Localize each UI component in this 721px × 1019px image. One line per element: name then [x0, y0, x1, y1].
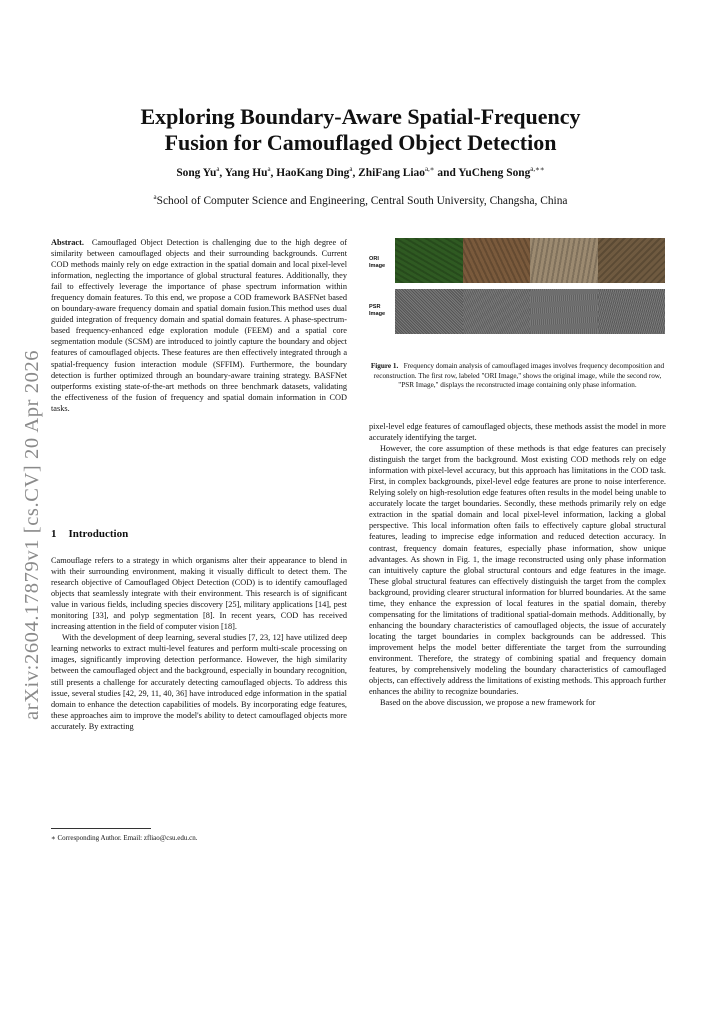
author-name: HaoKang Ding	[276, 166, 350, 179]
footnote-rule	[51, 828, 151, 829]
paper-title	[60, 104, 661, 156]
psr-image-tile	[395, 289, 463, 334]
figure-row-ori	[369, 238, 666, 283]
right-paragraph-1: pixel-level edge features of camouflaged objects, these methods assist the model in more accurately identifying the target.	[369, 422, 666, 443]
author-affiliation-marker: a	[216, 165, 220, 173]
affiliation-text: School of Computer Science and Engineering, Central South University, Changsha, China	[156, 194, 568, 207]
row-label-psr-text: PSR Image	[369, 304, 386, 317]
ori-image-tile	[530, 238, 598, 283]
author-affiliation-marker: a	[267, 165, 271, 173]
affiliation-marker: a	[153, 193, 157, 201]
psr-image-tile	[598, 289, 666, 334]
psr-image-tile	[463, 289, 531, 334]
introduction-body	[51, 555, 347, 732]
title-line-2: Fusion for Camouflaged Object Detection	[164, 130, 557, 155]
row-label-ori	[369, 256, 391, 270]
ori-image-tile	[463, 238, 531, 283]
abstract	[51, 237, 347, 414]
footnote: ∗ Corresponding Author. Email: zfliao@csu.edu.cn.	[51, 834, 198, 842]
section-heading-introduction	[51, 528, 128, 540]
right-paragraph-2: However, the core assumption of these methods is that edge features can precisely distinguish the target from the background. Most existing COD methods rely on edge information with pixel-level accuracy, but this approach has limitations in the COD task. First, in complex backgrounds, pixel-level edge features are prone to noise interference. Relying solely on high-resolution edge features often results in the model being unable to accurately locate the target boundaries. Secondly, these methods primarily rely on edge extraction in the spatial domain and local pixel-level information, lacking a global perspective. This local information often fails to effectively capture global structural features, leading to imprecise edge information and reduced detection accuracy. In contrast, frequency domain features, especially phase information, show unique advantages. As shown in Fig. 1, the image reconstructed using only phase information can intuitively capture the global structural contours and edge features in the image. These global structural features can effectively distinguish the target from the complex background, providing clearer structural information for blurred boundaries. At the same time, they enhance the expression of local features in the spatial domain, thereby compensating for the limitations of traditional spatial-domain methods. Additionally, by enhancing the boundary characteristics of camouflaged objects, the issue of accurately locating the target boundaries in complex backgrounds can be addressed. This improvement helps the model better differentiate the target from the surrounding environment. Therefore, the strategy of combining spatial and frequency domain features, by comprehensively modeling the boundary characteristics of camouflaged objects, can effectively address the limitations of existing methods. This approach further enhances the ability to recognize boundaries.	[369, 444, 667, 697]
section-number: 1	[51, 528, 57, 540]
author-name: ZhiFang Liao	[358, 166, 425, 179]
author-affiliation-marker: a,∗∗	[530, 165, 545, 173]
right-column-body	[369, 421, 666, 708]
author-name: Yang Hu	[224, 166, 268, 179]
figure-caption-label: Figure 1.	[370, 362, 399, 370]
author-name: Song Yu	[176, 166, 217, 179]
author-list: Song Yu$^a$, Yang Hu$^a$, HaoKang Ding$^a$, ZhiFang Liao$^{a,∗}$ and YuCheng Song$^{a,∗∗}$	[176, 165, 545, 179]
ori-image-tile	[598, 238, 666, 283]
title-line-1: Exploring Boundary-Aware Spatial-Frequency	[140, 104, 581, 129]
row-label-ori-text: ORI Image	[369, 256, 386, 269]
row-label-psr	[369, 304, 391, 318]
ori-image-strip	[395, 238, 665, 283]
intro-paragraph-2: With the development of deep learning, several studies [7, 23, 12] have utilized deep learning networks to extract multi-level features and perform multi-scale processing on images, significantly improving detection performance. However, the high similarity between the camouflaged object and the background, especially in boundary recognition, still presents a challenge for accurately detecting camouflaged objects. To address this issue, several studies [42, 29, 11, 40, 36] have introduced edge information in the spatial domain to enhance the detection capabilities of models. By incorporating edge features, these approaches aim to improve the model's ability to detect camouflaged objects more accurately. By extracting	[51, 633, 347, 731]
ori-image-tile	[395, 238, 463, 283]
author-affiliation-marker: a,∗	[424, 165, 435, 173]
abstract-text: Camouflaged Object Detection is challenging due to the high degree of similarity between camouflaged objects and their surrounding backgrounds. Current COD methods mainly rely on edge extraction in the spatial domain and local pixel-level information, neglecting the importance of global structural features. Additionally, they fail to effectively leverage the importance of phase spectrum information within frequency domain features. To this end, we propose a COD framework BASFNet based on boundary-aware frequency domain and spatial domain fusion.This method uses dual guided integration of frequency domain and spatial domain features. A phase-spectrum-based frequency-enhanced edge exploration module (FEEM) and a spatial core segmentation module (SCSM) are introduced to jointly capture the boundary and object features of camouflaged objects. These features are then effectively integrated through a spatial-frequency fusion interaction module (SFFIM). Furthermore, the boundary detection is further optimized through an boundary-aware training strategy. BASFNet outperforms existing state-of-the-art methods on three benchmark datasets, validating the effectiveness of the fusion of frequency and spatial domain information in COD tasks.	[51, 238, 347, 413]
author-affiliation-marker: a	[349, 165, 353, 173]
figure-caption-text: Frequency domain analysis of camouflaged images involves frequency decomposition and reconstruction. The first row, labeled "ORI Image," shows the original image, while the second row, "PSR Image," displays the reconstructed image containing only phase information.	[373, 362, 665, 390]
figure-caption	[369, 362, 666, 391]
intro-paragraph-1: Camouflage refers to a strategy in which organisms alter their appearance to blend in with their surrounding environment, making it visually difficult to detect them. The research objective of Camouflaged Object Detection (COD) is to identify camouflaged objects that seamlessly integrate with their environment. This research is of significant value in various fields, including species discovery [25], military applications [14], pest monitoring [33], and polyp segmentation [8]. In recent years, COD has received increasing attention in the field of computer vision [18].	[51, 556, 347, 632]
psr-image-tile	[530, 289, 598, 334]
arxiv-stamp: arXiv:2604.17879v1 [cs.CV] 20 Apr 2026	[21, 349, 43, 720]
author-name: YuCheng Song	[458, 166, 531, 179]
psr-image-strip	[395, 289, 665, 334]
abstract-label: Abstract.	[51, 238, 84, 247]
right-paragraph-3: Based on the above discussion, we propose a new framework for	[380, 698, 596, 708]
affiliation	[60, 193, 661, 207]
figure-row-psr	[369, 289, 666, 334]
section-title: Introduction	[68, 528, 129, 540]
